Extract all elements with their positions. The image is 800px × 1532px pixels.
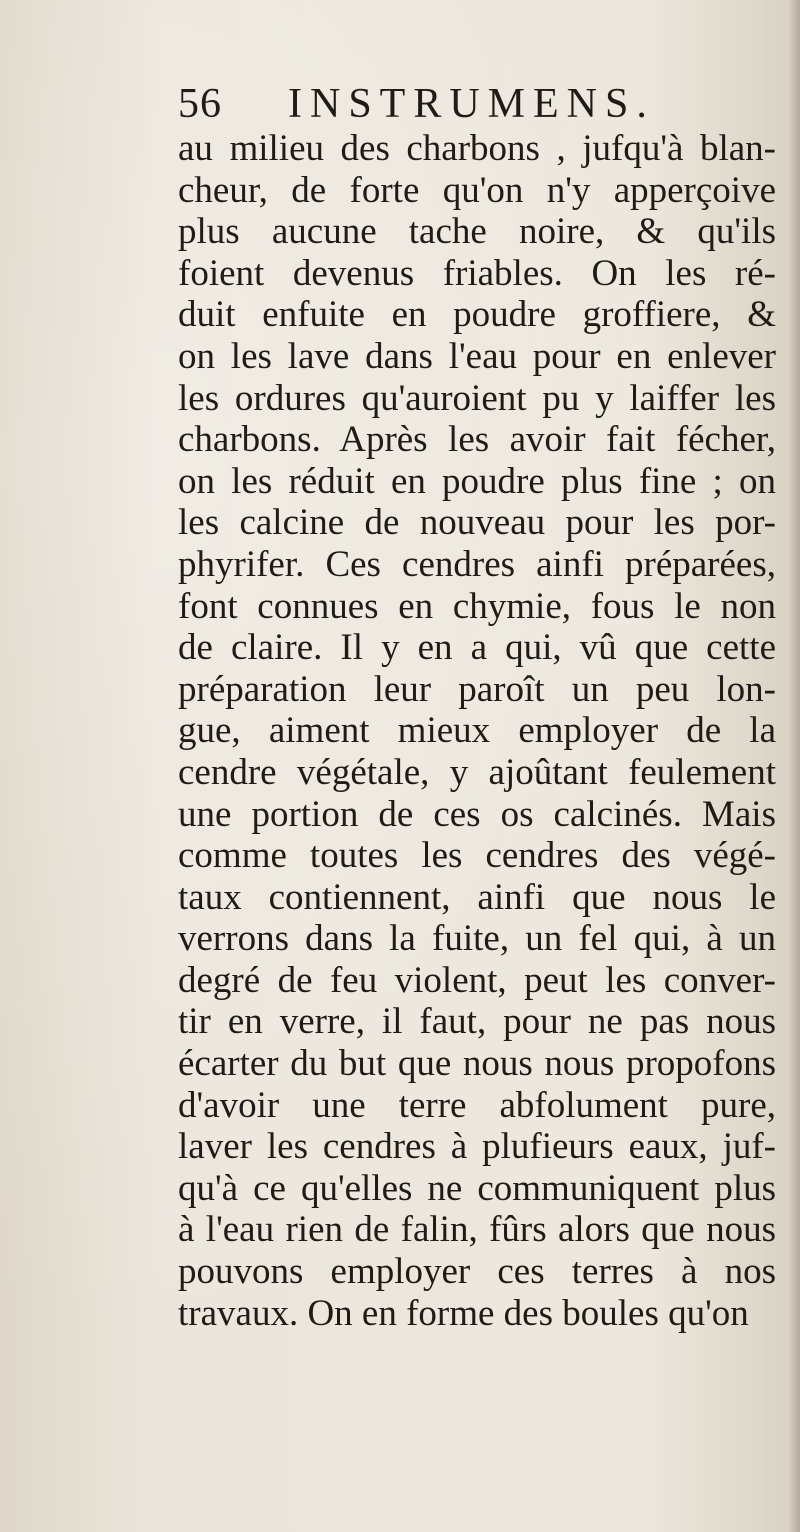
text-line: comme toutes les cendres des végé- — [178, 835, 776, 877]
text-line: qu'à ce qu'elles ne communiquent plus — [178, 1167, 776, 1209]
text-line: tir en verre, il faut, pour ne pas nous — [178, 1001, 776, 1043]
body-text — [178, 128, 776, 1334]
text-line: verrons dans la fuite, un fel qui, à un — [178, 918, 776, 960]
text-line: plus aucune tache noire, & qu'ils — [178, 211, 776, 253]
text-line: phyrifer. Ces cendres ainfi préparées, — [178, 543, 776, 585]
text-line: cendre végétale, y ajoûtant feulement — [178, 751, 776, 793]
text-line: taux contiennent, ainfi que nous le — [178, 876, 776, 918]
text-line: cheur, de forte qu'on n'y apperçoive — [178, 169, 776, 211]
text-line: on les lave dans l'eau pour en enlever — [178, 335, 776, 377]
text-line: foient devenus friables. On les ré- — [178, 252, 776, 294]
text-line: de claire. Il y en a qui, vû que cette — [178, 627, 776, 669]
running-head: INSTRUMENS. — [288, 81, 655, 127]
text-line: font connues en chymie, fous le non — [178, 585, 776, 627]
text-line: écarter du but que nous nous propofons — [178, 1043, 776, 1085]
text-line: travaux. On en forme des boules qu'on — [178, 1292, 749, 1334]
text-line: à l'eau rien de falin, fûrs alors que nous — [178, 1209, 776, 1251]
text-line: pouvons employer ces terres à nos — [178, 1251, 776, 1293]
text-line: les calcine de nouveau pour les por- — [178, 502, 776, 544]
text-line: les ordures qu'auroient pu y laiffer les — [178, 377, 776, 419]
page-edge-shadow — [788, 0, 800, 1532]
text-line: au milieu des charbons , jufqu'à blan- — [178, 128, 776, 169]
text-line: degré de feu violent, peut les conver- — [178, 959, 776, 1001]
text-line: une portion de ces os calcinés. Mais — [178, 793, 776, 835]
text-line: gue, aiment mieux employer de la — [178, 710, 776, 752]
text-line: duit enfuite en poudre groffiere, & — [178, 294, 776, 336]
text-line: d'avoir une terre abfolument pure, — [178, 1084, 776, 1126]
text-line: charbons. Après les avoir fait fécher, — [178, 419, 776, 461]
page-number: 56 — [178, 81, 222, 127]
text-line: on les réduit en poudre plus fine ; on — [178, 460, 776, 502]
text-line: préparation leur paroît un peu lon- — [178, 668, 776, 710]
text-line: laver les cendres à plufieurs eaux, juf- — [178, 1126, 776, 1168]
